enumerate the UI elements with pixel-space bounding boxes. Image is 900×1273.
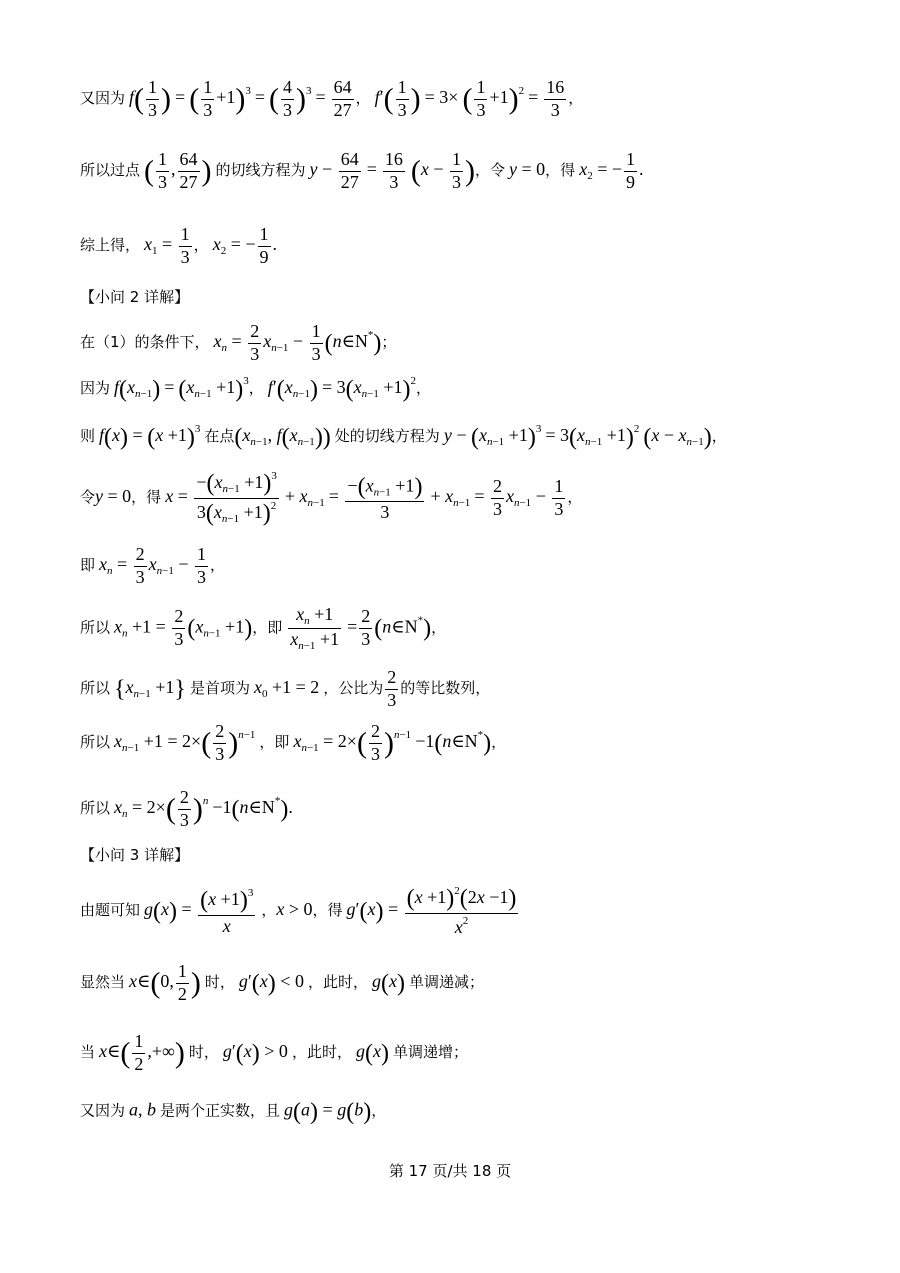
solution-line-1: 又因为 f( $\frac{1}{3}$ ) = ( $\frac{1}{3}$ +1)$^3$ = ( $\frac{4}{3}$ )$^3$ = $\frac{64}{27}$ ， f′( $\frac{1}{3}$ ) = 3× ( $\frac{1}{3}$ +1)$^2$ = $\frac{16}{3}$ ， [80,77,584,120]
solution-line-15: 由题可知 g(x) = $\frac{(x +1)^3}{x}$ ，x > 0，得 g′(x) = $\frac{(x +1)^2(2x -1)}{x^2}$ [80,885,517,938]
solution-line-9: 即 $x_n$ = $\frac{2}{3}$ $x_{n-1}$ − $\frac{1}{3}$ ， [80,544,226,587]
page-footer: 第 17 页/共 18 页 [388,1162,512,1180]
solution-line-17: 当 x∈( $\frac{1}{2}$ ,+∞) 时， g′(x) > 0 ，此时， g(x) 单调递增； [80,1031,468,1074]
solution-line-12: 所以 $x_{n-1} +1 = 2\times$( $\frac{2}{3}$ )$^{n-1}$ ，即 $x_{n-1} = 2\times$( $\frac{2}{3}$ )$^{n-1}$ −1(n∈N*)， [80,721,507,764]
solution-line-11: 所以 $\{x_{n-1} +1\}$ 是首项为 $x_0 +1 = 2$ ，公比为 $\frac{2}{3}$ 的等比数列， [80,667,491,710]
solution-line-5: 在（1）的条件下， $x_n$ = $\frac{2}{3}$ $x_{n-1}$ − $\frac{1}{3}$ (n∈N*)； [80,321,397,364]
solution-line-7: 则 $f(x) = (x +1)^3$ 在点($x_{n-1}$, $f(x_{n-1})$) 处的切线方程为 $y - (x_{n-1} +1)^3 = 3(x_{n-1} +1)^2$ $(x - x_{n-1})$， [80,423,727,451]
solution-line-18: 又因为 a, b 是两个正实数，且 g(a) = g(b)， [80,1099,387,1125]
solution-line-13: 所以 $x_n = 2\times$( $\frac{2}{3}$ )$^n$ −1(n∈N*). [80,787,293,830]
solution-line-3: 综上得， $x_1$ = $\frac{1}{3}$ ， $x_2$ = − $\frac{1}{9}$ . [80,224,277,267]
solution-line-2: 所以过点 ( $\frac{1}{3}$ , $\frac{64}{27}$ ) 的切线方程为 y − $\frac{64}{27}$ = $\frac{16}{3}$ (x − $\frac{1}{3}$ )，令 y = 0，得 $x_2$ = − $\frac{1}{9}$ . [80,149,644,192]
solution-line-8: 令y = 0，得 x = $\frac{-(x_{n-1} +1)^3}{3(x_{n-1} +1)^2}$ + $x_{n-1}$ = $\frac{-(x_{n-1} +1)}{3}$ + $x_{n-1}$ = $\frac{2}{3}$ $x_{n-1}$ − $\frac{1}{3}$ ， [80,470,583,527]
solution-line-6: 因为 $f(x_{n-1}) = (x_{n-1} +1)^3$， $f'(x_{n-1}) = 3(x_{n-1} +1)^2$， [80,375,432,403]
section-header-3: 【小问 3 详解】 [80,846,190,864]
solution-line-10: 所以 $x_n +1$ = $\frac{2}{3}$ $(x_{n-1} +1)$，即 $\frac{x_n +1}{x_{n-1} +1}$ = $\frac{2}{3}$ (n∈N*)， [80,604,447,653]
solution-line-16: 显然当 x∈(0, $\frac{1}{2}$ ) 时， g′(x) < 0 ，此时， g(x) 单调递减； [80,961,484,1004]
section-header-2: 【小问 2 详解】 [80,288,190,306]
